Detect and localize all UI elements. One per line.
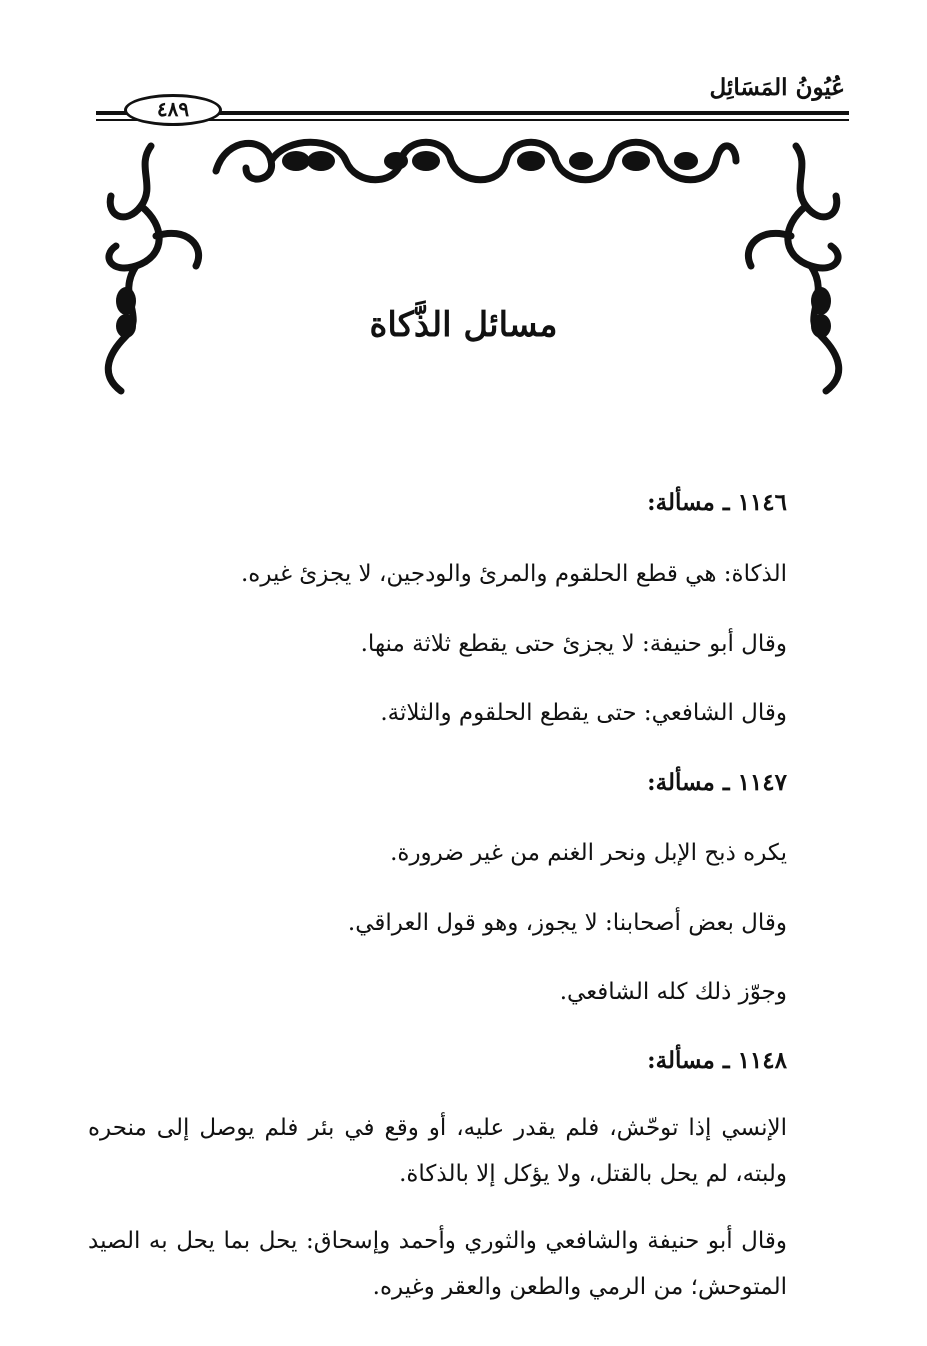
issue-heading: ١١٤٨ ـ مسألة: <box>647 1047 787 1074</box>
running-head-title: عُيُونُ المَسَائِل <box>709 74 845 101</box>
page-number: ٤٨٩ <box>124 94 222 126</box>
ornamental-frame <box>96 126 851 406</box>
paragraph: الإنسي إذا توحّش، فلم يقدر عليه، أو وقع في بئر فلم يوصل إلى منحره ولبته، لم يحل بالقتل، ولا يؤكل إلا بالذكاة. <box>88 1115 787 1187</box>
paragraph: وقال أبو حنيفة: لا يجزئ حتى يقطع ثلاثة منها. <box>360 631 787 657</box>
paragraph: وجوّز ذلك كله الشافعي. <box>559 979 787 1005</box>
paragraph: يكره ذبح الإبل ونحر الغنم من غير ضرورة. <box>390 840 787 866</box>
issue-heading: ١١٤٧ ـ مسألة: <box>647 769 787 796</box>
paragraph: وقال أبو حنيفة والشافعي والثوري وأحمد وإسحاق: يحل بما يحل به الصيد المتوحش؛ من الرمي والطعن والعقر وغيره. <box>88 1228 787 1300</box>
paragraph: وقال الشافعي: حتى يقطع الحلقوم والثلاثة. <box>380 700 787 726</box>
paragraph: وقال بعض أصحابنا: لا يجوز، وهو قول العراقي. <box>347 910 787 936</box>
issue-heading: ١١٤٦ ـ مسألة: <box>647 489 787 516</box>
chapter-title: مسائل الذَّكاة <box>369 305 558 345</box>
paragraph: الذكاة: هي قطع الحلقوم والمرئ والودجين، لا يجزئ غيره. <box>240 561 787 587</box>
